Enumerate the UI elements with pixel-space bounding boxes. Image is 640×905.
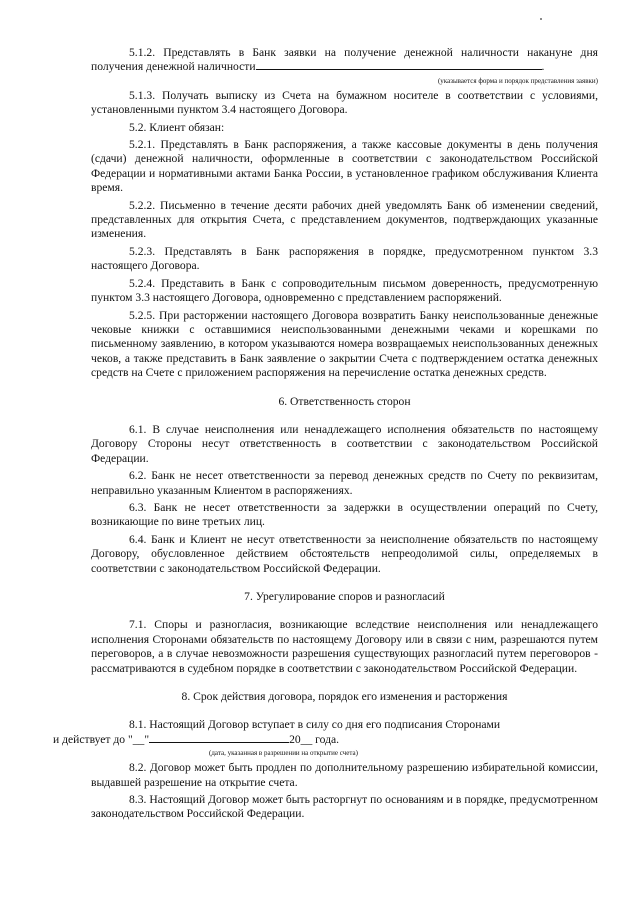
clause-5-1-2: 5.1.2. Представлять в Банк заявки на получение денежной наличности накануне дня получения денежной наличности .	[91, 46, 598, 74]
blank-end-date	[149, 742, 289, 743]
clause-6-3: 6.3. Банк не несет ответственности за задержки в осуществлении операций по Счету, возникающие по вине третьих лиц.	[91, 500, 598, 529]
clause-5-2-2: 5.2.2. Письменно в течение десяти рабочих дней уведомлять Банк об изменении сведений, представленных для открытия Счета, с представлением документов, подтверждающих указанные изменения.	[91, 198, 598, 241]
clause-5-2-4: 5.2.4. Представить в Банк с сопроводительным письмом доверенность, предусмотренную пунктом 3.3 настоящего Договора, одновременно с представлением распоряжений.	[91, 276, 598, 305]
clause-8-2: 8.2. Договор может быть продлен по дополнительному разрешению избирательной комиссии, выдавшей разрешение на открытие счета.	[91, 761, 598, 789]
clause-6-4: 6.4. Банк и Клиент не несут ответственности за неисполнение обязательств по настоящему Договору, обусловленное действием обстоятельств непреодолимой силы, определяемых в соответствии с законодательством Российской Федерации.	[91, 532, 598, 575]
clause-8-1: 8.1. Настоящий Договор вступает в силу со дня его подписания Сторонами и действует до "__" 20__ года.	[53, 718, 501, 746]
blank-request-form	[256, 69, 542, 70]
section-6-heading: 6. Ответственность сторон	[278, 394, 411, 408]
clause-6-1: 6.1. В случае неисполнения или ненадлежащего исполнения обязательств по настоящему Договору Стороны несут ответственность в соответствии с законодательством Российской Федерации.	[91, 422, 598, 465]
clause-5-2-1: 5.2.1. Представлять в Банк распоряжения, а также кассовые документы в день получения (сдачи) денежной наличности, оформленные в соответствии с законодательством Российской Федерации и нормативными актами Банка России, в установленное графиком обслуживания Клиента время.	[91, 138, 598, 195]
clause-5-2-3: 5.2.3. Представлять в Банк распоряжения в порядке, предусмотренном пунктом 3.3 настоящего Договора.	[91, 244, 598, 273]
clause-7-1: 7.1. Споры и разногласия, возникающие вследствие неисполнения или ненадлежащего исполнения Сторонами обязательств по настоящему Договору или в связи с ним, разрешаются путем переговоров, а в случае невозможности разрешения существующих разногласий путем переговоров - рассматриваются в судебном порядке в соответствии с законодательством Российской Федерации.	[91, 618, 598, 675]
clause-5-2-5: 5.2.5. При расторжении настоящего Договора возвратить Банку неиспользованные денежные чековые книжки с оставшимися неиспользованными денежными чеками и корешками по письменному заявлению, в котором указываются номера возвращаемых неиспользованных денежных чеков, а также представить в Банк заявление о закрытии Счета с подтверждением остатка денежных средств на Счете с приложением распоряжения на перечисление остатка денежных средств.	[91, 308, 598, 380]
clause-5-1-3: 5.1.3. Получать выписку из Счета на бумажном носителе в соответствии с условиями, установленными пунктом 3.4 настоящего Договора.	[91, 88, 598, 117]
clause-8-3: 8.3. Настоящий Договор может быть расторгнут по основаниям и в порядке, предусмотренном законодательством Российской Федерации.	[91, 793, 598, 821]
clause-5-2: 5.2. Клиент обязан:	[129, 120, 225, 134]
clause-6-2: 6.2. Банк не несет ответственности за перевод денежных средств по Счету по реквизитам, неправильно указанным Клиентом в распоряжениях.	[91, 469, 598, 497]
note-end-date: (дата, указанная в разрешении на открытие счета)	[209, 749, 358, 758]
scan-speck	[540, 18, 542, 20]
section-8-heading: 8. Срок действия договора, порядок его изменения и расторжения	[181, 690, 508, 704]
section-7-heading: 7. Урегулирование споров и разногласий	[244, 590, 445, 603]
note-request-form: (указывается форма и порядок представления заявки)	[437, 76, 598, 85]
